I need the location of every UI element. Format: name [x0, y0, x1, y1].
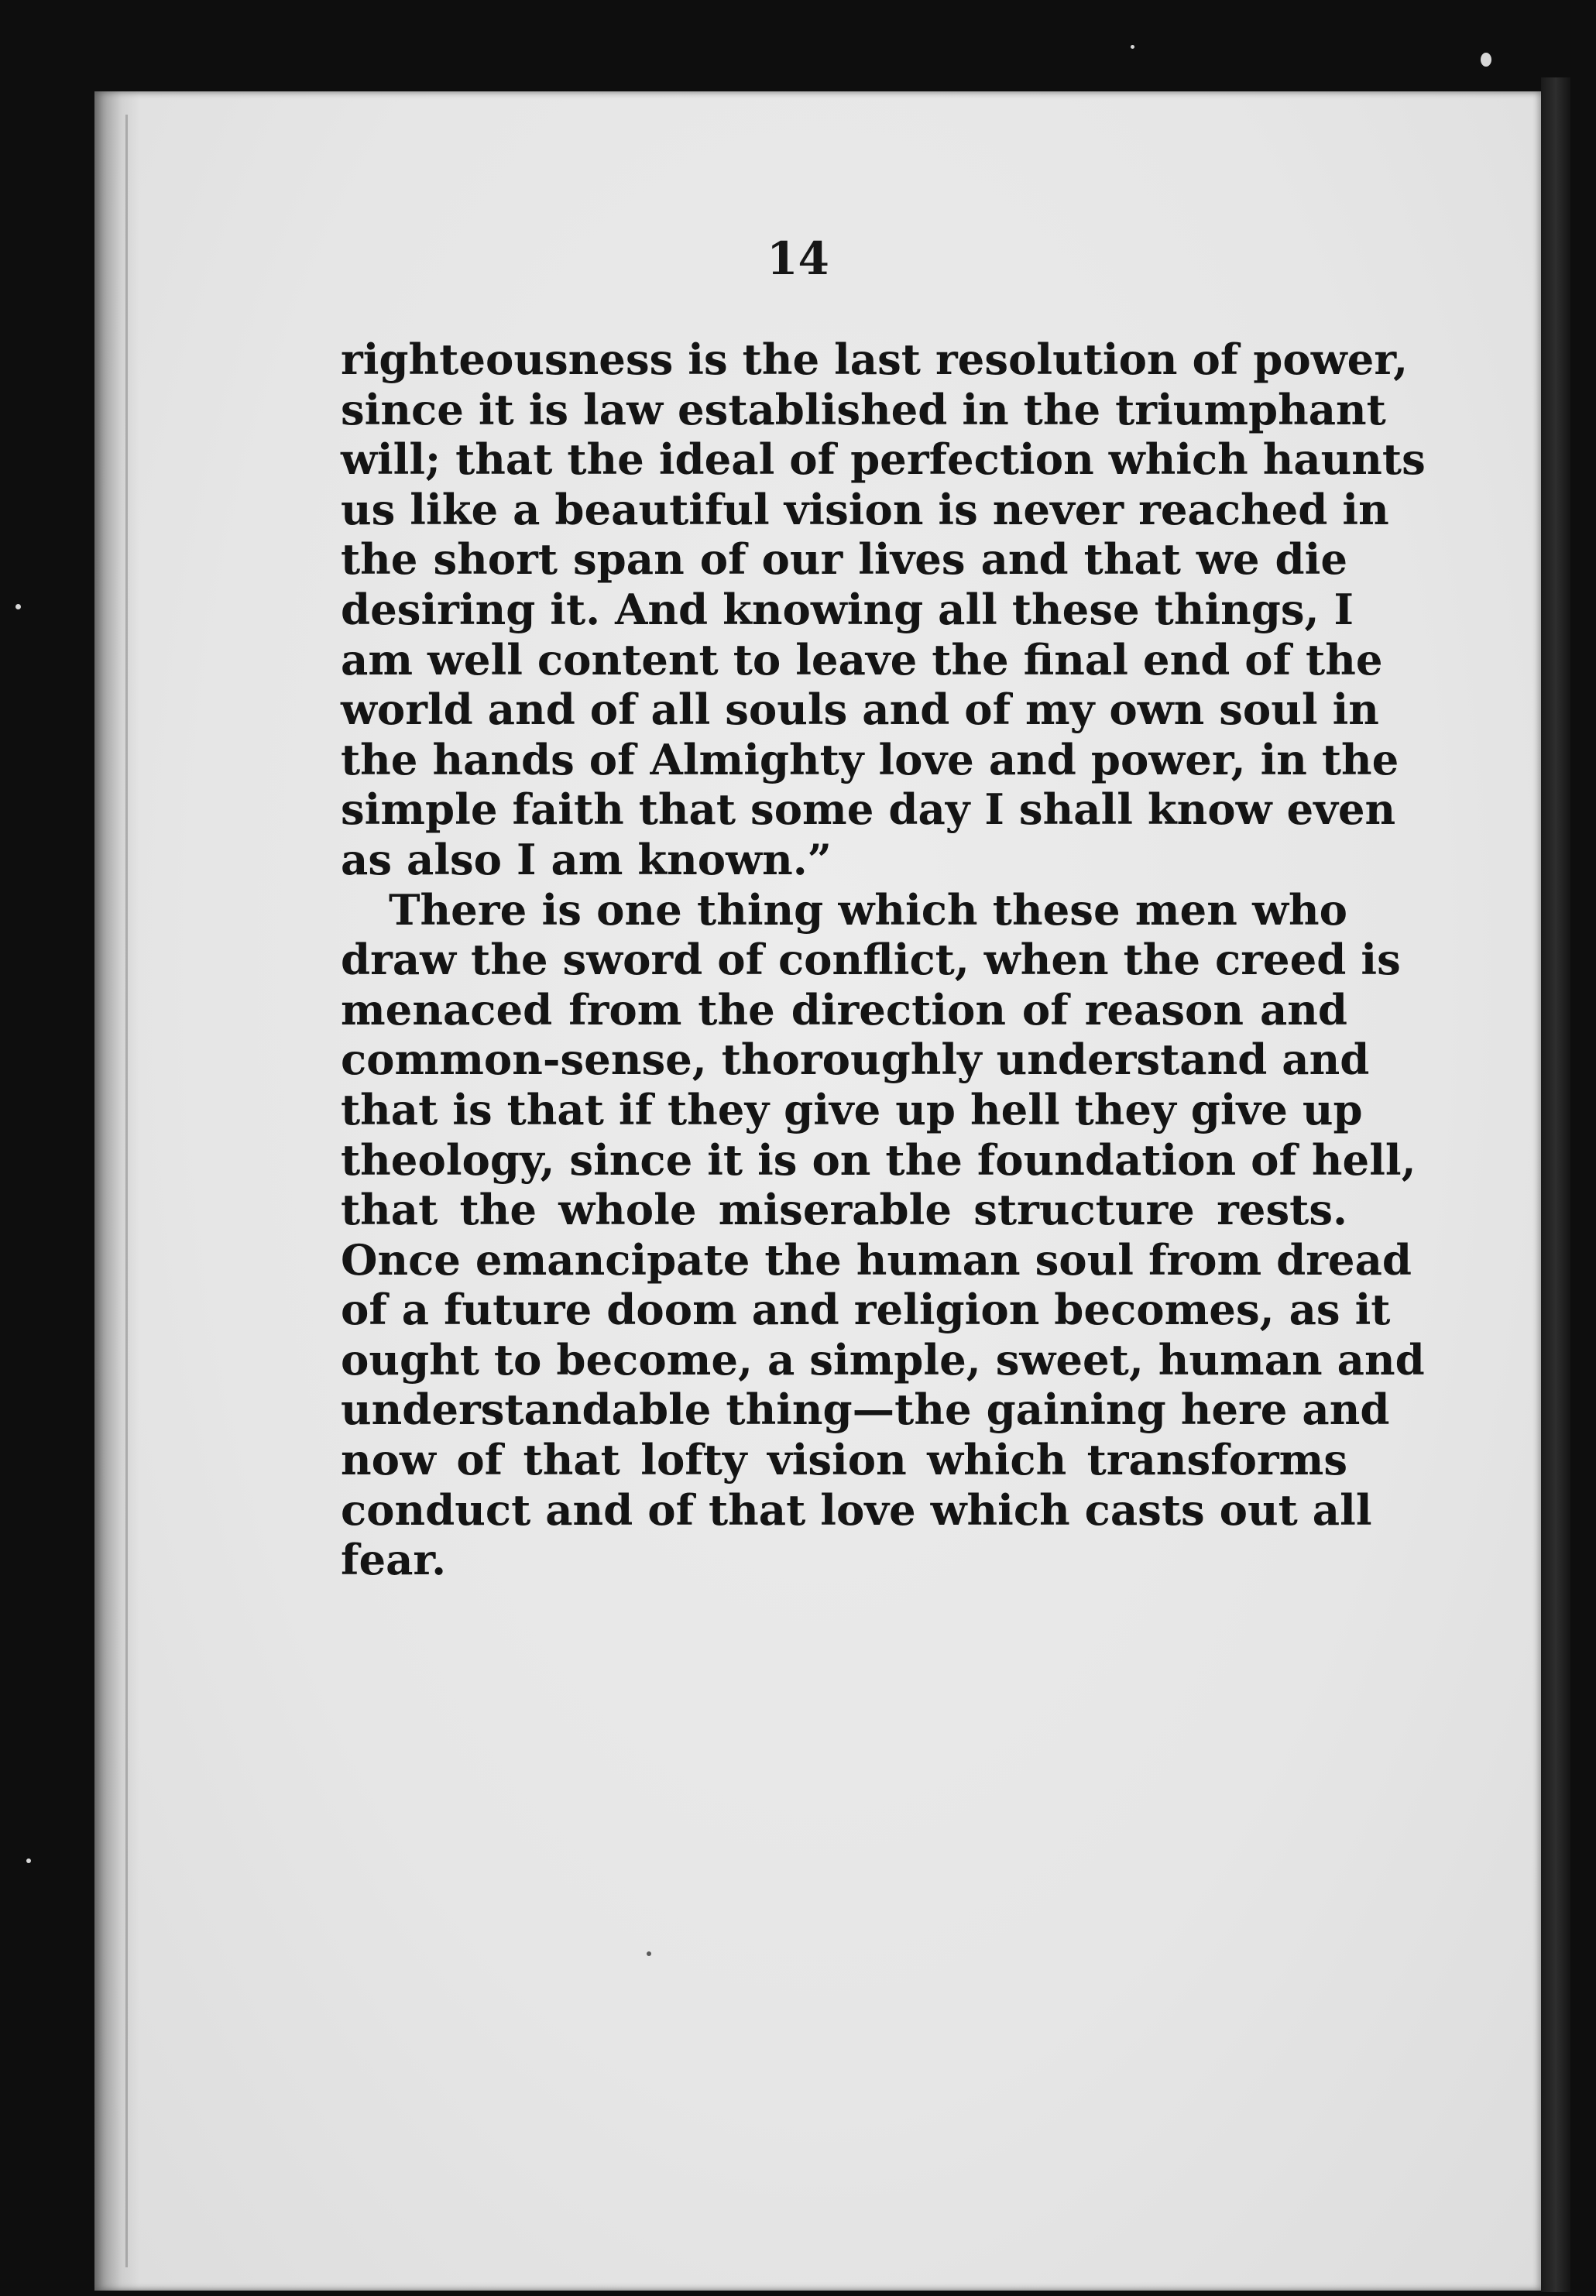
text-line: righteousness is the last resolution of power,	[341, 335, 1409, 384]
text-line: that the whole miserable structure rests.	[341, 1185, 1347, 1235]
page-number: 14	[767, 232, 829, 285]
text-line: theology, since it is on the foundation of hell,	[341, 1134, 1416, 1185]
text-line: will; that the ideal of perfection which haunts	[341, 434, 1426, 485]
text-line: us like a beautiful vision is never reached in	[341, 484, 1389, 534]
dust-speck	[647, 1951, 651, 1956]
text-line: am well content to leave the final end of the	[341, 634, 1383, 685]
text-line: that is that if they give up hell they give up	[341, 1084, 1363, 1134]
facing-page-edge	[1541, 77, 1570, 2292]
text-line: understandable thing—the gaining here and	[341, 1385, 1390, 1435]
text-line: fear.	[341, 1535, 447, 1585]
text-line: world and of all souls and of my own soul in	[341, 685, 1379, 735]
page-edge-line	[125, 115, 128, 2267]
text-line: the hands of Almighty love and power, in the	[341, 734, 1399, 784]
text-line: as also I am known.”	[341, 834, 832, 884]
dust-speck	[26, 1858, 31, 1863]
dust-speck	[1481, 53, 1491, 67]
dust-speck	[1131, 45, 1134, 49]
text-line: Once emancipate the human soul from dread	[341, 1234, 1412, 1285]
text-line: the short span of our lives and that we die	[341, 534, 1347, 585]
text-line: There is one thing which these men who	[389, 884, 1347, 935]
text-line: ought to become, a simple, sweet, human and	[341, 1334, 1425, 1385]
page-body-text	[341, 335, 1426, 1585]
text-line: of a future doom and religion becomes, as it	[341, 1285, 1391, 1335]
text-line: since it is law established in the triumphant	[341, 384, 1386, 434]
text-line: now of that lofty vision which transforms	[341, 1435, 1347, 1485]
dust-speck	[15, 604, 21, 609]
text-line: draw the sword of conflict, when the creed is	[341, 935, 1401, 985]
text-line: desiring it. And knowing all these things, I	[341, 584, 1354, 634]
text-line: conduct and of that love which casts out all	[341, 1484, 1372, 1535]
paragraph-2	[341, 884, 1425, 1585]
text-line: menaced from the direction of reason and	[341, 984, 1347, 1035]
binding-shadow	[94, 91, 139, 2291]
text-line: simple faith that some day I shall know even	[341, 784, 1396, 835]
text-line: common-sense, thoroughly understand and	[341, 1035, 1370, 1085]
paragraph-1	[341, 335, 1426, 885]
